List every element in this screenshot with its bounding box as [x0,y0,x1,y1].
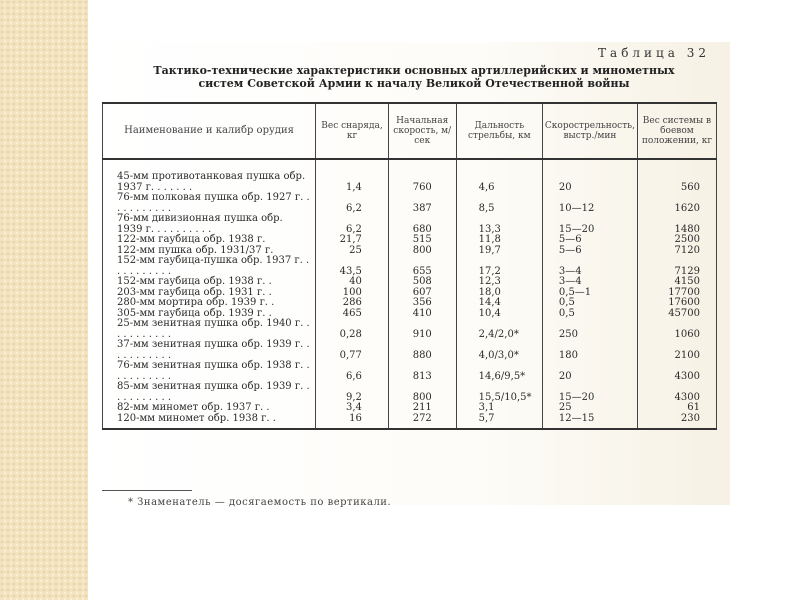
cell-shell-weight: 1,4 [316,159,389,193]
cell-range: 10,4 [456,309,542,320]
table-row [103,403,717,414]
cell-system-weight: 1480 [637,214,716,235]
cell-name: 82-мм миномет обр. 1937 г. . [117,402,270,413]
header-rate-of-fire: Скорострельность, выстр./мин [542,103,637,159]
cell-range: 11,8 [456,235,542,246]
cell-shell-weight: 21,7 [316,235,389,246]
cell-system-weight: 2500 [637,235,716,246]
cell-rate-of-fire: 3—4 [542,277,637,288]
cell-name: 76-мм дивизионная пушка обр. 1939 г. . . . . . . . . . [117,213,283,235]
cell-range: 15,5/10,5* [456,382,542,403]
cell-range: 5,7 [456,414,542,430]
cell-shell-weight: 465 [316,309,389,320]
cell-muzzle-velocity: 211 [388,403,456,414]
cell-name: 280-мм мортира обр. 1939 г. . [117,297,275,308]
scanned-table-page [98,42,730,508]
cell-shell-weight: 43,5 [316,256,389,277]
cell-range: 8,5 [456,193,542,214]
header-system-weight: Вес системы в боевом положении, кг [637,103,716,159]
header-name: Наименование и калибр орудия [103,103,316,159]
cell-shell-weight: 6,2 [316,214,389,235]
cell-shell-weight: 25 [316,246,389,257]
table-row [103,256,717,277]
table-row [103,414,717,430]
cell-range: 4,6 [456,159,542,193]
cell-range: 13,3 [456,214,542,235]
artillery-characteristics-table [102,102,717,430]
cell-name: 120-мм миномет обр. 1938 г. . [117,412,276,424]
cell-shell-weight: 9,2 [316,382,389,403]
cell-rate-of-fire: 20 [542,361,637,382]
table-row [103,235,717,246]
cell-range: 14,6/9,5* [456,361,542,382]
cell-system-weight: 17700 [637,288,716,299]
cell-system-weight: 230 [637,414,716,430]
cell-shell-weight: 6,6 [316,361,389,382]
cell-range: 4,0/3,0* [456,340,542,361]
cell-rate-of-fire: 5—6 [542,246,637,257]
cell-rate-of-fire: 250 [542,319,637,340]
cell-name: 203-мм гаубица обр. 1931 г. . [117,286,272,298]
table-title [98,64,730,90]
cell-system-weight: 4300 [637,361,716,382]
table-title-line-2: систем Советской Армии к началу Великой Отечественной войны [198,77,630,90]
cell-system-weight: 17600 [637,298,716,309]
table-row [103,193,717,214]
cell-rate-of-fire: 15—20 [542,382,637,403]
cell-muzzle-velocity: 515 [388,235,456,246]
table-body [103,159,717,429]
table-number: Таблица 32 [598,46,710,60]
cell-shell-weight: 40 [316,277,389,288]
table-header-row [103,103,717,159]
cell-name: 122-мм гаубица обр. 1938 г. [117,234,266,245]
cell-muzzle-velocity: 800 [388,382,456,403]
cell-shell-weight: 3,4 [316,403,389,414]
cell-rate-of-fire: 10—12 [542,193,637,214]
cell-muzzle-velocity: 680 [388,214,456,235]
cell-shell-weight: 100 [316,288,389,299]
cell-rate-of-fire: 20 [542,159,637,193]
cell-muzzle-velocity: 655 [388,256,456,277]
cell-shell-weight: 0,28 [316,319,389,340]
cell-muzzle-velocity: 508 [388,277,456,288]
table-row [103,277,717,288]
header-shell-weight: Вес снаряда, кг [316,103,389,159]
cell-muzzle-velocity: 880 [388,340,456,361]
cell-system-weight: 4150 [637,277,716,288]
cell-system-weight: 7120 [637,246,716,257]
cell-muzzle-velocity: 387 [388,193,456,214]
cell-muzzle-velocity: 410 [388,309,456,320]
cell-name: 76-мм зенитная пушка обр. 1938 г. . . . . . . . . . . [117,360,310,382]
cell-system-weight: 1620 [637,193,716,214]
cell-system-weight: 1060 [637,319,716,340]
cell-shell-weight: 286 [316,298,389,309]
cell-name: 37-мм зенитная пушка обр. 1939 г. . . . . . . . . . . [117,339,310,361]
cell-name: 76-мм полковая пушка обр. 1927 г. . . . . . . . . . . [117,192,310,214]
cell-rate-of-fire: 0,5 [542,309,637,320]
cell-muzzle-velocity: 356 [388,298,456,309]
footnote-rule [102,490,192,491]
cell-name: 152-мм гаубица-пушка обр. 1937 г. . . . . . . . . . . [117,255,310,277]
cell-system-weight: 45700 [637,309,716,320]
cell-rate-of-fire: 5—6 [542,235,637,246]
cell-shell-weight: 6,2 [316,193,389,214]
cell-system-weight: 61 [637,403,716,414]
cell-muzzle-velocity: 910 [388,319,456,340]
cell-system-weight: 4300 [637,382,716,403]
table-row [103,159,717,193]
footnote: * Знаменатель — досягаемость по вертикали. [128,497,392,508]
cell-range: 12,3 [456,277,542,288]
cell-name: 122-мм пушка обр. 1931/37 г. [117,244,274,256]
cell-muzzle-velocity: 800 [388,246,456,257]
cell-name: 85-мм зенитная пушка обр. 1939 г. . . . . . . . . . . [117,381,310,403]
cell-rate-of-fire: 3—4 [542,256,637,277]
cell-rate-of-fire: 12—15 [542,414,637,430]
cell-name: 25-мм зенитная пушка обр. 1940 г. . . . . . . . . . . [117,318,310,340]
cell-shell-weight: 0,77 [316,340,389,361]
table-row [103,361,717,382]
cell-muzzle-velocity: 272 [388,414,456,430]
cell-rate-of-fire: 25 [542,403,637,414]
cell-rate-of-fire: 180 [542,340,637,361]
table-row [103,382,717,403]
cell-range: 14,4 [456,298,542,309]
cell-range: 17,2 [456,256,542,277]
cell-rate-of-fire: 0,5—1 [542,288,637,299]
cell-rate-of-fire: 0,5 [542,298,637,309]
table-title-line-1: Тактико-технические характеристики основных артиллерийских и минометных [153,64,675,77]
table-row [103,319,717,340]
cell-muzzle-velocity: 760 [388,159,456,193]
table-row [103,298,717,309]
cell-system-weight: 560 [637,159,716,193]
cell-name: 45-мм противотанковая пушка обр. 1937 г. . . . . . . [117,171,306,193]
cell-range: 18,0 [456,288,542,299]
table-row [103,214,717,235]
cell-range: 19,7 [456,246,542,257]
header-muzzle-velocity: Начальная скорость, м/сек [388,103,456,159]
header-range: Дальность стрельбы, км [456,103,542,159]
cell-name: 305-мм гаубица обр. 1939 г. . [117,307,272,319]
cell-system-weight: 7129 [637,256,716,277]
cell-rate-of-fire: 15—20 [542,214,637,235]
cell-range: 3,1 [456,403,542,414]
cell-muzzle-velocity: 813 [388,361,456,382]
cell-name: 152-мм гаубица обр. 1938 г. . [117,276,272,287]
cell-range: 2,4/2,0* [456,319,542,340]
cell-muzzle-velocity: 607 [388,288,456,299]
cell-system-weight: 2100 [637,340,716,361]
cell-shell-weight: 16 [316,414,389,430]
decorative-side-strip [0,0,88,600]
table-row [103,340,717,361]
